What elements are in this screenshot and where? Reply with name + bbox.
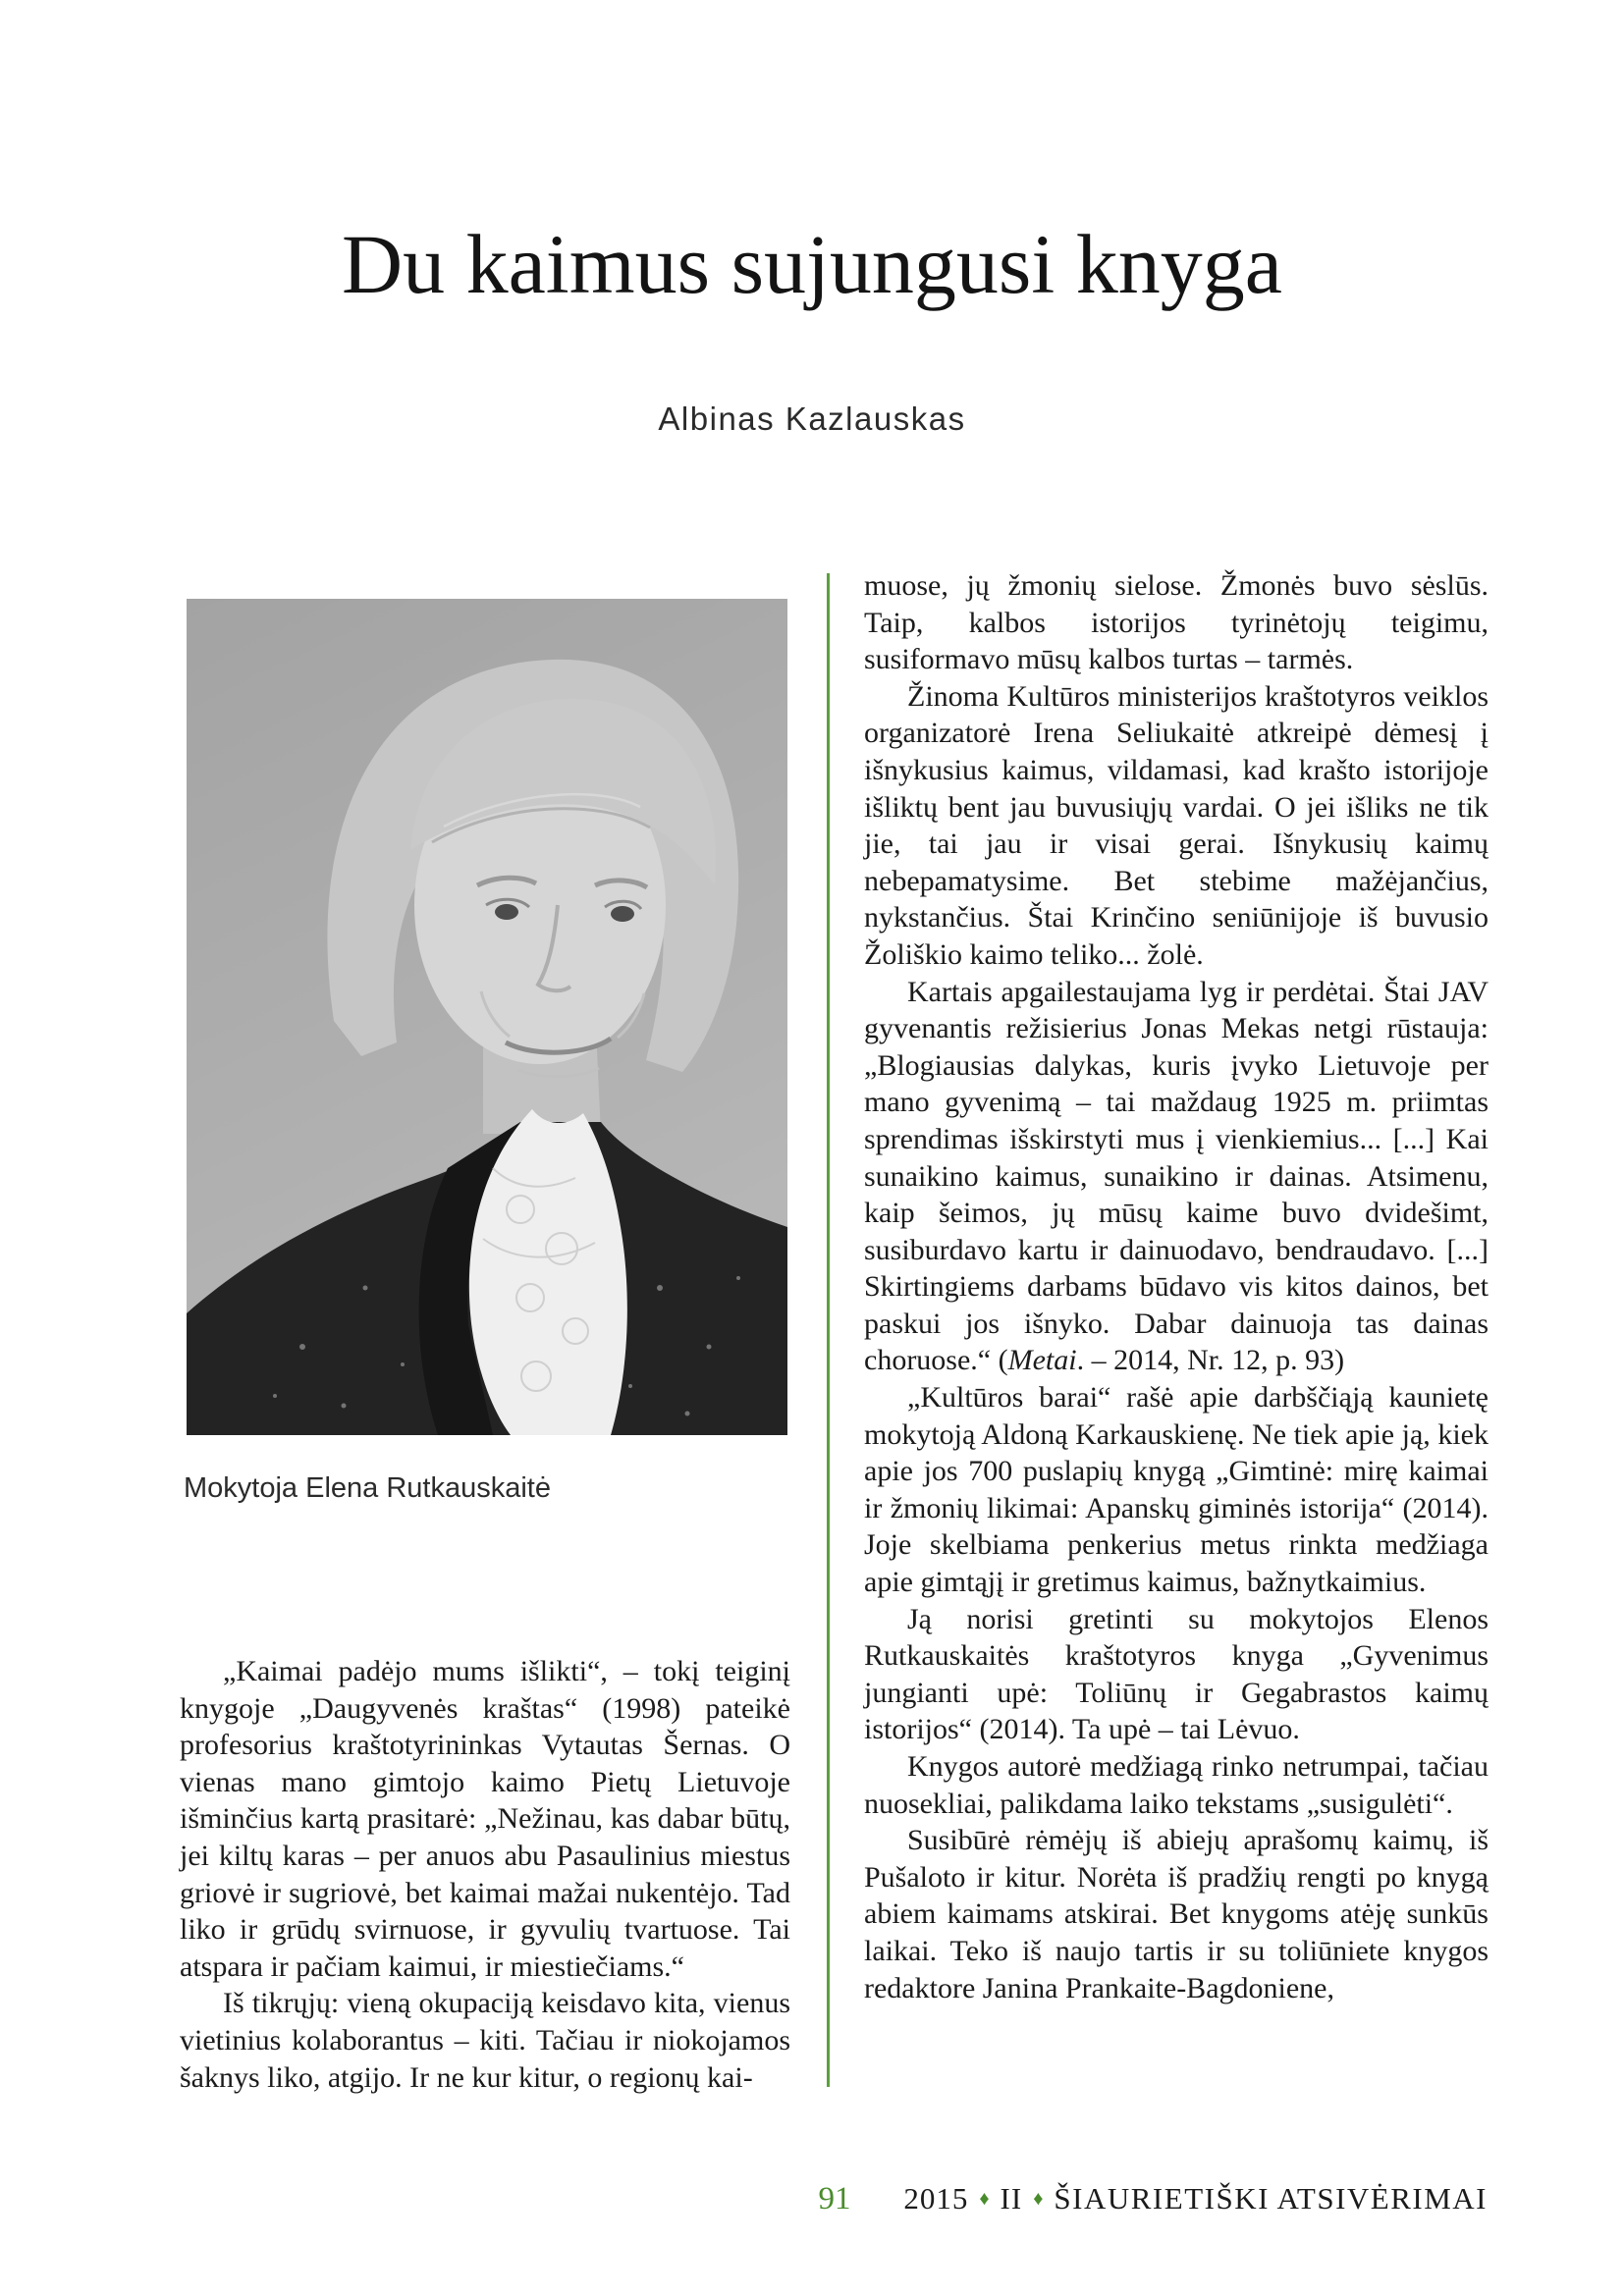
right-column: [864, 567, 1489, 2006]
paragraph: Iš tikrųjų: vieną okupaciją keisdavo kita, vienus vietinius kolaborantus – kiti. Tačiau ir niokojamos šaknys liko, atgijo. Ir ne kur kitur, o regionų kai-: [180, 1987, 790, 2094]
page-number: 91: [818, 2181, 851, 2216]
diamond-icon: ♦: [1033, 2188, 1044, 2210]
citation-text: . – 2014, Nr. 12, p. 93): [1076, 1344, 1345, 1377]
paragraph: Susibūrė rėmėjų iš abiejų aprašomų kaimų, iš Pušaloto ir kitur. Norėta iš pradžių rengti po knygą abiem kaimams atskirai. Bet knygoms atėję sunkūs laikai. Teko iš naujo tartis ir su toliūniete knygos redaktore Janina Prankaite-Bagdoniene,: [864, 1824, 1489, 2004]
photo-caption: Mokytoja Elena Rutkauskaitė: [184, 1472, 551, 1504]
footer-journal-name: ŠIAURIETIŠKI ATSIVĖRIMAI: [1054, 2181, 1488, 2216]
portrait-photo-image: [187, 599, 787, 1435]
article-title: Du kaimus sujungusi knyga: [342, 217, 1282, 311]
quote-text: Kartais apgailestaujama lyg ir perdėtai. Štai JAV gyvenantis režisierius Jonas Mekas netgi rūstauja: „Blogiausias dalykas, kuris įvyko Lietuvoje per mano gyvenimą – tai maždaug 1925 m. priimtas sprendimas išskirstyti mus į vienkiemius... [...] Kai sunaikino kaimus, sunaikino ir dainas. Atsimenu, kaip šeimos, jų mūsų kaime buvo dvidešimt, susiburdavo kartu ir dainuodavo, bendraudavo. [...] Skirtingiems darbams būdavo vis kitos dainos, bet paskui jos išnyko. Dabar dainuoja tas dainas choruose.“ (: [864, 975, 1489, 1377]
paragraph: Knygos autorė medžiagą rinko netrumpai, tačiau nuosekliai, palikdama laiko tekstams „susigulėti“.: [864, 1750, 1489, 1820]
paragraph: muose, jų žmonių sielose. Žmonės buvo sėslūs. Taip, kalbos istorijos tyrinėtojų teigimu, susiformavo mūsų kalbos turtas – tarmės.: [864, 569, 1489, 676]
paragraph: „Kultūros barai“ rašė apie darbščiąją kaunietę mokytoją Aldoną Karkauskienę. Ne tiek apie ją, kiek apie jos 700 puslapių knygą „Gimtinė: mirę kaimai ir žmonių likimai: Apanskų giminės istorija“ (2014). Joje skelbiama penkerius metus rinkta medžiaga apie gimtąjį ir gretimus kaimus, bažnytkaimius.: [864, 1381, 1489, 1599]
footer-year: 2015: [903, 2181, 969, 2216]
paragraph: „Kaimai padėjo mums išlikti“, – tokį teiginį knygoje „Daugyvenės kraštas“ (1998) pateikė profesorius kraštotyrininkas Vytautas Šernas. O vienas mano gimtojo kaimo Pietų Lietuvoje išminčius kartą prasitarė: „Nežinau, kas dabar būtų, jei kiltų karas – per anuos abu Pasaulinius miestus griovė ir sugriovė, bet kaimai mažai nukentėjo. Tad liko ir grūdų svirnuose, ir gyvulių tvartuose. Tai atspara ir pačiam kaimui, ir miestiečiams.“: [180, 1655, 790, 1983]
cited-title: Metai: [1007, 1344, 1077, 1377]
left-column: [180, 1653, 790, 2096]
footer-issue: II: [1000, 2181, 1023, 2216]
journal-footer: [903, 2181, 1488, 2216]
portrait-photo: [187, 599, 787, 1435]
column-divider: [827, 573, 830, 2087]
paragraph: Žinoma Kultūros ministerijos kraštotyros veiklos organizatorė Irena Seliukaitė atkreipė dėmesį į išnykusius kaimus, vildamasi, kad krašto istorijoje išliktų bent jau buvusiųjų vardai. O jei išliks ne tik jie, tai jau ir visai gerai. Išnykusių kaimų nebepamatysime. Bet stebime mažėjančius, nykstančius. Štai Krinčino seniūnijoje iš buvusio Žoliškio kaimo teliko... žolė.: [864, 679, 1489, 971]
diamond-icon: ♦: [979, 2188, 990, 2210]
paragraph: [864, 974, 1489, 1380]
article-author: Albinas Kazlauskas: [658, 400, 966, 437]
paragraph: Ją norisi gretinti su mokytojos Elenos Rutkauskaitės kraštotyros knyga „Gyvenimus jungianti upė: Toliūnų ir Gegabrastos kaimų istorijos“ (2014). Ta upė – tai Lėvuo.: [864, 1602, 1489, 1746]
